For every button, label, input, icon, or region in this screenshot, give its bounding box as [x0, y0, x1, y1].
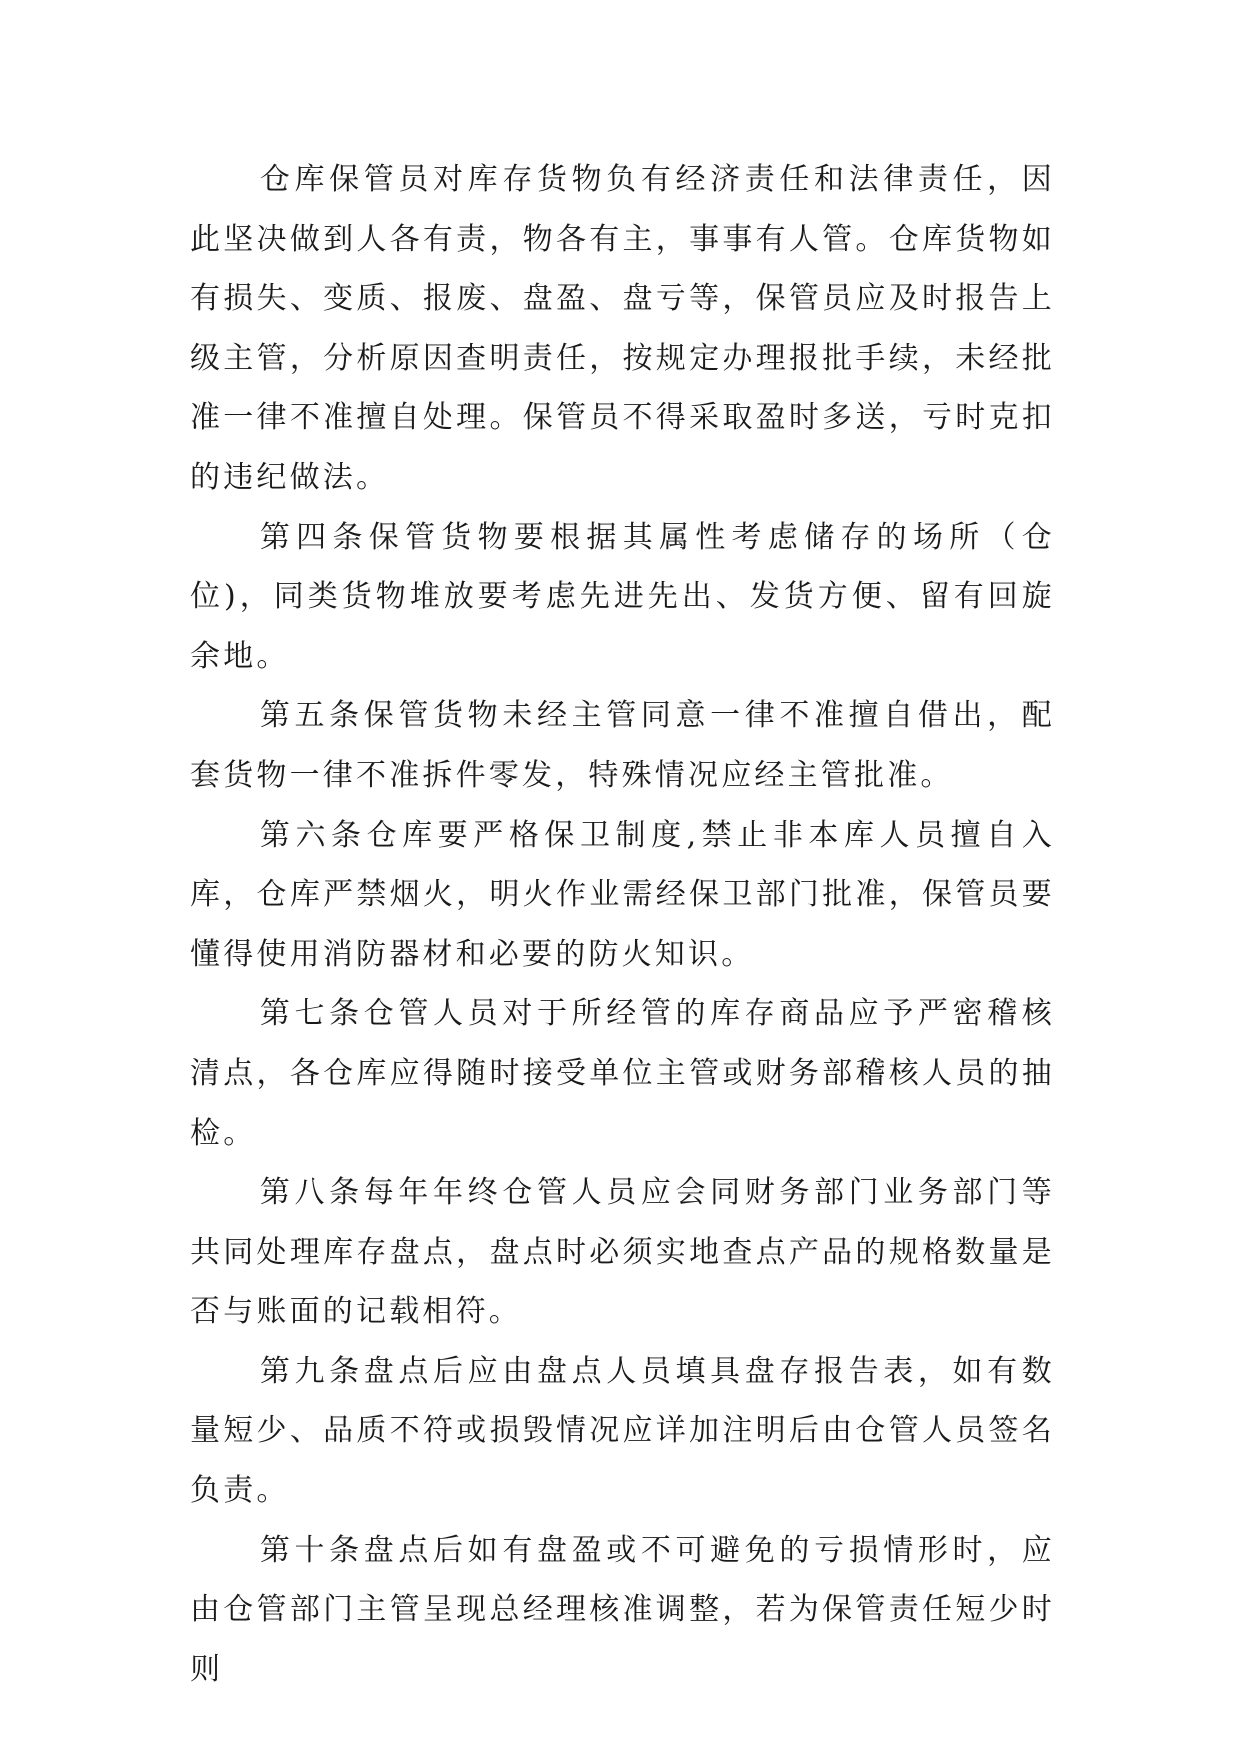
paragraph-article-10: 第十条盘点后如有盘盈或不可避免的亏损情形时，应由仓管部门主管呈现总经理核准调整，若为保管责任短少时则: [190, 1532, 1055, 1687]
paragraph-article-8: 第八条每年年终仓管人员应会同财务部门业务部门等共同处理库存盘点，盘点时必须实地查点产品的规格数量是否与账面的记载相符。: [190, 1175, 1055, 1330]
paragraph-article-5: 第五条保管货物未经主管同意一律不准擅自借出，配套货物一律不准拆件零发，特殊情况应经主管批准。: [190, 698, 1055, 793]
paragraph-article-9: 第九条盘点后应由盘点人员填具盘存报告表，如有数量短少、品质不符或损毁情况应详加注明后由仓管人员签名负责。: [190, 1353, 1055, 1509]
paragraph-article-6: 第六条仓库要严格保卫制度,禁止非本库人员擅自入库，仓库严禁烟火，明火作业需经保卫部门批准，保管员要懂得使用消防器材和必要的防火知识。: [190, 817, 1055, 972]
document-body: [190, 150, 1055, 1699]
paragraph-responsibility: 仓库保管员对库存货物负有经济责任和法律责任，因此坚决做到人各有责，物各有主，事事有人管。仓库货物如有损失、变质、报废、盘盈、盘亏等，保管员应及时报告上级主管，分析原因查明责任，按规定办理报批手续，未经批准一律不准擅自处理。保管员不得采取盈时多送，亏时克扣的违纪做法。: [190, 162, 1055, 495]
paragraph-article-4: 第四条保管货物要根据其属性考虑储存的场所（仓位)，同类货物堆放要考虑先进先出、发货方便、留有回旋余地。: [190, 519, 1055, 674]
paragraph-article-7: 第七条仓管人员对于所经管的库存商品应予严密稽核清点，各仓库应得随时接受单位主管或财务部稽核人员的抽检。: [190, 996, 1055, 1151]
